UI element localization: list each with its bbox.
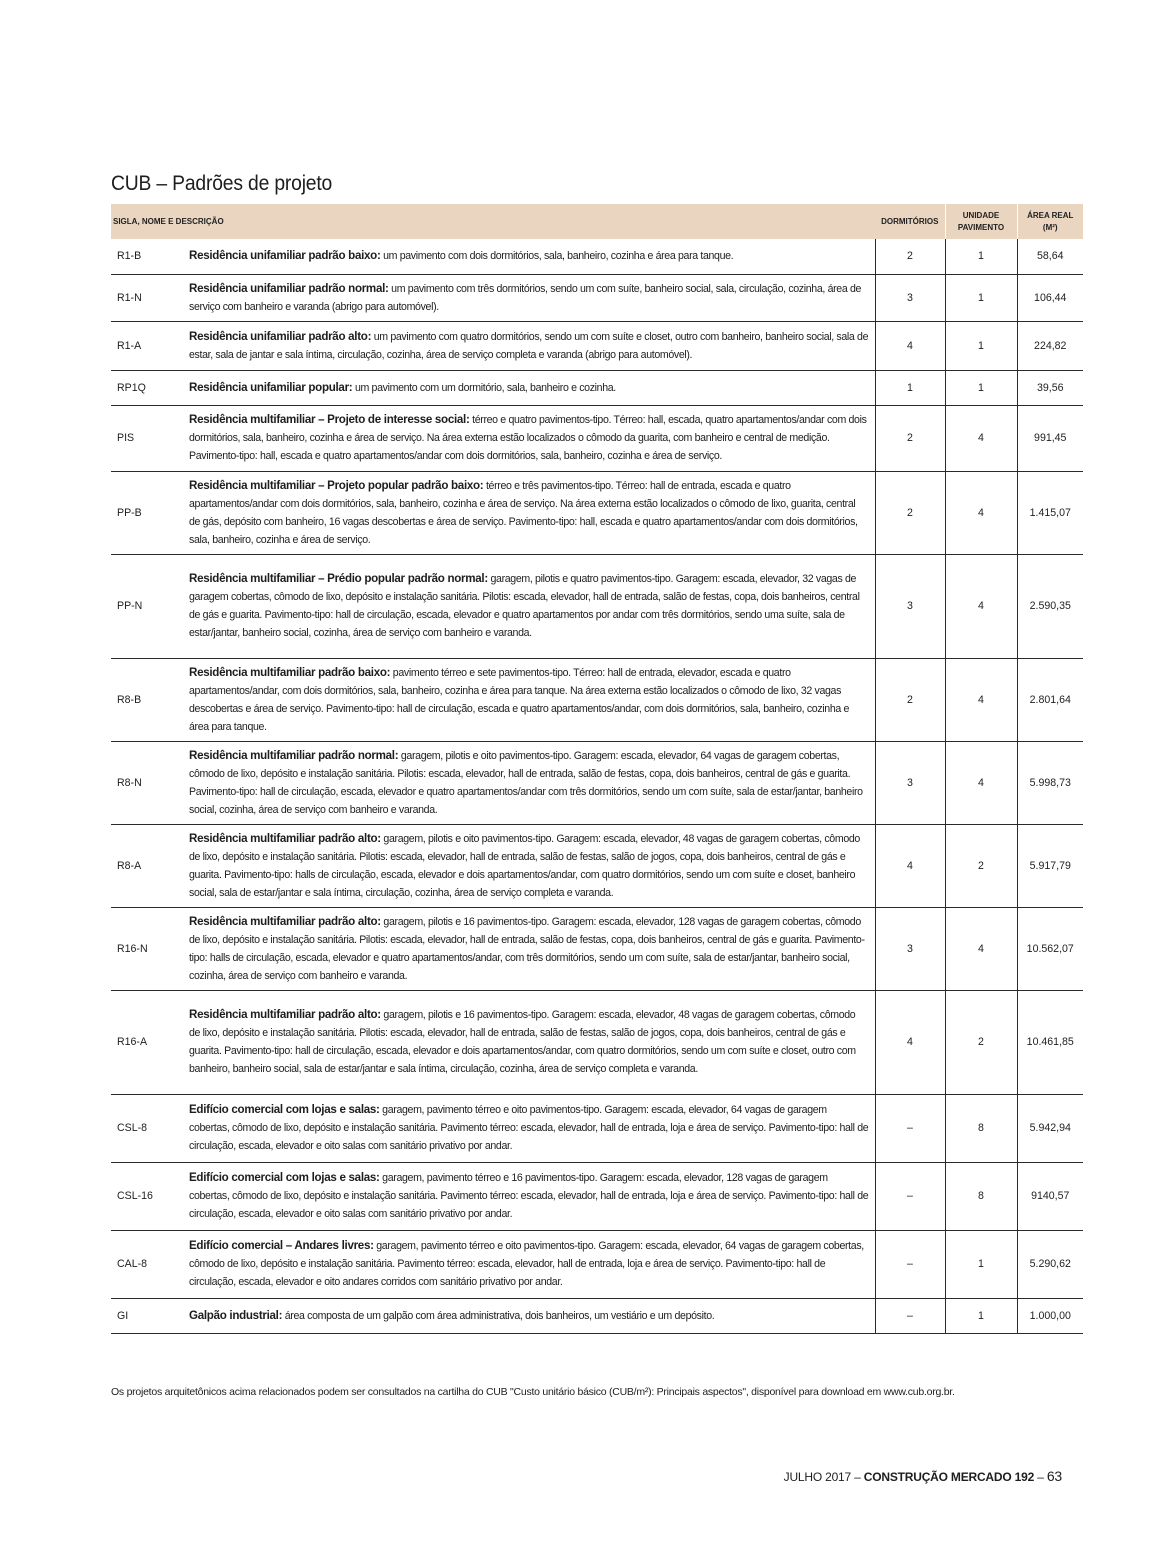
row-area: 2.590,35 [1017,554,1083,658]
row-units: 1 [945,1298,1017,1333]
table-row [111,741,1083,824]
table-row [111,274,1083,321]
row-name: Residência multifamiliar padrão alto: [189,831,381,845]
table-row [111,990,1083,1094]
row-name: Residência unifamiliar padrão alto: [189,329,372,343]
row-detail: garagem, pavimento térreo e oito pavimentos-tipo. Garagem: escada, elevador, 64 vagas de garagem cobertas, cômodo de lixo, depósito e instalação sanitária. Pavimento térreo: escada, elevador, hall de entrada, loja e área de serviço. Pavimento-tipo: hall de circulação, escada, elevador e oito andares corridos com sanitário privativo por andar. [189,1240,864,1288]
row-code: R16-N [111,907,187,990]
table-header-row [111,204,1083,239]
row-area: 224,82 [1017,321,1083,370]
row-area: 10.562,07 [1017,907,1083,990]
header-dorms: DORMITÓRIOS [875,204,945,239]
row-area: 9140,57 [1017,1162,1083,1230]
row-units: 1 [945,321,1017,370]
table-row [111,239,1083,274]
row-name: Residência unifamiliar padrão baixo: [189,249,381,263]
cub-standards-table [111,204,1083,1334]
page-number: 63 [1046,1468,1062,1484]
row-code: R8-B [111,658,187,741]
row-description [187,1162,875,1230]
row-name: Residência unifamiliar padrão normal: [189,281,389,295]
table-row [111,321,1083,370]
row-dorms: 3 [875,554,945,658]
row-units: 1 [945,370,1017,405]
row-units: 1 [945,1230,1017,1298]
header-description: SIGLA, NOME E DESCRIÇÃO [111,204,875,239]
page-title: CUB – Padrões de projeto [111,172,333,195]
row-dorms: 4 [875,990,945,1094]
table-row [111,658,1083,741]
row-name: Residência multifamiliar – Projeto de interesse social: [189,413,470,426]
row-detail: garagem, pilotis e quatro pavimentos-tipo. Garagem: escada, elevador, 32 vagas de garagem cobertas, cômodo de lixo, depósito e instalação sanitária. Pilotis: escada, elevador, hall de entrada, salão de festas, copa, dois banheiros, central de gás e guarita. Pavimento-tipo: hall de circulação, escada, elevador e quatro apartamentos por andar com três dormitórios, sendo uma suíte, sala de estar/jantar, banheiro social, cozinha, área de serviço com banheiro e varanda. [189,573,860,639]
table-row [111,824,1083,907]
row-dorms: 2 [875,239,945,274]
row-dorms: 3 [875,741,945,824]
row-units: 4 [945,658,1017,741]
row-code: R1-B [111,239,187,274]
row-area: 58,64 [1017,239,1083,274]
row-area: 10.461,85 [1017,990,1083,1094]
row-units: 1 [945,274,1017,321]
row-units: 8 [945,1094,1017,1162]
row-dorms: 3 [875,274,945,321]
row-dorms: 4 [875,321,945,370]
row-code: GI [111,1298,187,1333]
row-code: R1-N [111,274,187,321]
row-name: Residência multifamiliar padrão alto: [189,914,381,928]
row-description [187,1298,875,1333]
row-detail: área composta de um galpão com área administrativa, dois banheiros, um vestiário e um depósito. [282,1309,715,1322]
row-area: 5.290,62 [1017,1230,1083,1298]
header-units: UNIDADE PAVIMENTO [945,204,1017,239]
table-row [111,1298,1083,1333]
row-units: 4 [945,907,1017,990]
row-description [187,370,875,405]
row-name: Residência multifamiliar padrão baixo: [189,665,391,679]
row-area: 1.415,07 [1017,471,1083,554]
row-detail: garagem, pilotis e oito pavimentos-tipo. Garagem: escada, elevador, 64 vagas de garagem cobertas, cômodo de lixo, depósito e instalação sanitária. Pilotis: escada, elevador, hall de entrada, salão de festas, copa, dois banheiros, central de gás e guarita. Pavimento-tipo: hall de circulação, escada, elevador e quatro apartamentos/andar com três dormitórios, sendo um com suíte, sala de estar/jantar, banheiro social, cozinha, área de serviço com banheiro e varanda. [189,749,863,816]
row-name: Galpão industrial: [189,1308,283,1322]
row-units: 2 [945,990,1017,1094]
row-dorms: 3 [875,907,945,990]
row-units: 4 [945,741,1017,824]
footer-publication: CONSTRUÇÃO MERCADO 192 [863,1470,1035,1484]
row-name: Edifício comercial – Andares livres: [189,1239,374,1252]
row-detail: um pavimento com dois dormitórios, sala, banheiro, cozinha e área para tanque. [380,250,734,263]
footer-separator: – [1034,1470,1047,1484]
row-description [187,1094,875,1162]
row-area: 39,56 [1017,370,1083,405]
row-detail: garagem, pavimento térreo e oito pavimentos-tipo. Garagem: escada, elevador, 64 vagas de garagem cobertas, cômodo de lixo, depósito e instalação sanitária. Pavimento térreo: escada, elevador, hall de entrada, loja e área de serviço. Pavimento-tipo: hall de circulação, escada, elevador e oito salas com sanitário privativo por andar. [189,1104,869,1152]
table-row [111,405,1083,471]
table-row [111,1094,1083,1162]
row-detail: térreo e três pavimentos-tipo. Térreo: hall de entrada, escada e quatro apartamentos/andar com dois dormitórios, sala, banheiro, cozinha e área de serviço. Na área externa estão localizados o cômodo de lixo, guarita, central de gás, depósito com banheiro, 16 vagas descobertas e área de serviço. Pavimento-tipo: hall, escada e quatro apartamentos/andar com dois dormitórios, sala, banheiro, cozinha e área de serviço. [189,479,858,546]
row-description [187,741,875,824]
row-area: 5.917,79 [1017,824,1083,907]
row-code: PP-B [111,471,187,554]
row-units: 4 [945,471,1017,554]
row-description [187,239,875,274]
row-code: CAL-8 [111,1230,187,1298]
row-code: PP-N [111,554,187,658]
row-detail: garagem, pilotis e oito pavimentos-tipo. Garagem: escada, elevador, 48 vagas de garagem cobertas, cômodo de lixo, depósito e instalação sanitária. Pilotis: escada, elevador, hall de entrada, salão de festas, salão de jogos, copa, dois banheiros, central de gás e guarita. Pavimento-tipo: halls de circulação, escada, elevador e dois apartamentos/andar, com quatro dormitórios, sendo um com suíte e closet, banheiro social, sala de estar/jantar e sala íntima, circulação, cozinha, área de serviço completa e varanda. [189,832,860,899]
page-footer [784,1468,1062,1484]
row-dorms: 1 [875,370,945,405]
table-row [111,471,1083,554]
table-row [111,370,1083,405]
footnote: Os projetos arquitetônicos acima relacionados podem ser consultados na cartilha do CUB "Custo unitário básico (CUB/m²): Principais aspectos", disponível para download em www.cub.org.br. [111,1386,955,1398]
row-detail: um pavimento com quatro dormitórios, sendo um com suíte e closet, outro com banheiro, banheiro social, sala de estar, sala de jantar e sala íntima, circulação, cozinha, área de serviço completa e varanda (abrigo para automóvel). [189,330,869,361]
footer-date: JULHO 2017 – [783,1470,864,1484]
row-units: 4 [945,405,1017,471]
table-row [111,554,1083,658]
row-detail: garagem, pilotis e 16 pavimentos-tipo. Garagem: escada, elevador, 48 vagas de garagem cobertas, cômodo de lixo, depósito e instalação sanitária. Pilotis: escada, elevador, hall de entrada, salão de festas, salão de jogos, copa, dois banheiros, central de gás e guarita. Pavimento-tipo: hall de circulação, escada, elevador e dois apartamentos/andar, com quatro dormitórios, sendo um com suíte e closet, outro com banheiro, banheiro social, sala de estar/jantar e sala íntima, circulação, cozinha, área de serviço completa e varanda. [189,1009,856,1075]
row-area: 1.000,00 [1017,1298,1083,1333]
row-description [187,554,875,658]
row-units: 8 [945,1162,1017,1230]
row-code: CSL-16 [111,1162,187,1230]
row-name: Residência multifamiliar – Prédio popular padrão normal: [189,572,488,585]
row-description [187,907,875,990]
row-description [187,1230,875,1298]
row-code: CSL-8 [111,1094,187,1162]
row-description [187,405,875,471]
row-description [187,321,875,370]
row-description [187,274,875,321]
table-row [111,1162,1083,1230]
row-units: 2 [945,824,1017,907]
row-description [187,471,875,554]
row-dorms: 2 [875,405,945,471]
row-code: RP1Q [111,370,187,405]
row-name: Residência unifamiliar popular: [189,380,353,394]
row-area: 5.942,94 [1017,1094,1083,1162]
row-dorms: – [875,1298,945,1333]
row-code: R8-N [111,741,187,824]
row-detail: térreo e quatro pavimentos-tipo. Térreo: hall, escada, quatro apartamentos/andar com dois dormitórios, sala, banheiro, cozinha e área de serviço. Na área externa estão localizados o cômodo da guarita, com banheiro e central de medição. Pavimento-tipo: hall, escada e quatro apartamentos/andar com dois dormitórios, sala, banheiro, cozinha e área de serviço. [189,414,867,462]
row-description [187,658,875,741]
row-code: R8-A [111,824,187,907]
row-description [187,824,875,907]
row-dorms: 4 [875,824,945,907]
row-dorms: – [875,1162,945,1230]
row-units: 1 [945,239,1017,274]
row-name: Residência multifamiliar padrão alto: [189,1008,381,1021]
table-row [111,907,1083,990]
row-area: 2.801,64 [1017,658,1083,741]
row-name: Residência multifamiliar padrão normal: [189,748,399,762]
row-detail: um pavimento com um dormitório, sala, banheiro e cozinha. [352,381,616,394]
row-area: 106,44 [1017,274,1083,321]
row-detail: um pavimento com três dormitórios, sendo um com suíte, banheiro social, sala, circulação, cozinha, área de serviço com banheiro e varanda (abrigo para automóvel). [189,282,862,313]
row-code: R16-A [111,990,187,1094]
row-dorms: 2 [875,658,945,741]
row-name: Edifício comercial com lojas e salas: [189,1171,380,1184]
row-code: PIS [111,405,187,471]
header-area: ÁREA REAL (M²) [1017,204,1083,239]
row-area: 5.998,73 [1017,741,1083,824]
row-detail: pavimento térreo e sete pavimentos-tipo. Térreo: hall de entrada, elevador, escada e quatro apartamentos/andar, com dois dormitórios, sala, banheiro, cozinha e área para tanque. Na área externa estão localizados o cômodo de lixo, 32 vagas descobertas e área de serviço. Pavimento-tipo: hall de circulação, escada e quatro apartamentos/andar, com dois dormitórios, sala, banheiro, cozinha e área para tanque. [189,666,850,733]
row-code: R1-A [111,321,187,370]
row-description [187,990,875,1094]
row-dorms: 2 [875,471,945,554]
table-row [111,1230,1083,1298]
row-detail: garagem, pavimento térreo e 16 pavimentos-tipo. Garagem: escada, elevador, 128 vagas de garagem cobertas, cômodo de lixo, depósito e instalação sanitária. Pavimento térreo: escada, elevador, hall de entrada, loja e área de serviço. Pavimento-tipo: hall de circulação, escada, elevador e oito salas com sanitário privativo por andar. [189,1172,869,1220]
row-dorms: – [875,1094,945,1162]
row-name: Edifício comercial com lojas e salas: [189,1103,380,1116]
row-dorms: – [875,1230,945,1298]
row-name: Residência multifamiliar – Projeto popular padrão baixo: [189,478,484,492]
row-detail: garagem, pilotis e 16 pavimentos-tipo. Garagem: escada, elevador, 128 vagas de garagem cobertas, cômodo de lixo, depósito e instalação sanitária. Pilotis: escada, elevador, hall de entrada, salão de festas, copa, dois banheiros, central de gás e guarita. Pavimento-tipo: halls de circulação, escada, elevador e quatro apartamentos/andar, com três dormitórios, sendo um com suíte, sala de estar/jantar, banheiro social, cozinha, área de serviço com banheiro e varanda. [189,915,865,982]
row-units: 4 [945,554,1017,658]
row-area: 991,45 [1017,405,1083,471]
